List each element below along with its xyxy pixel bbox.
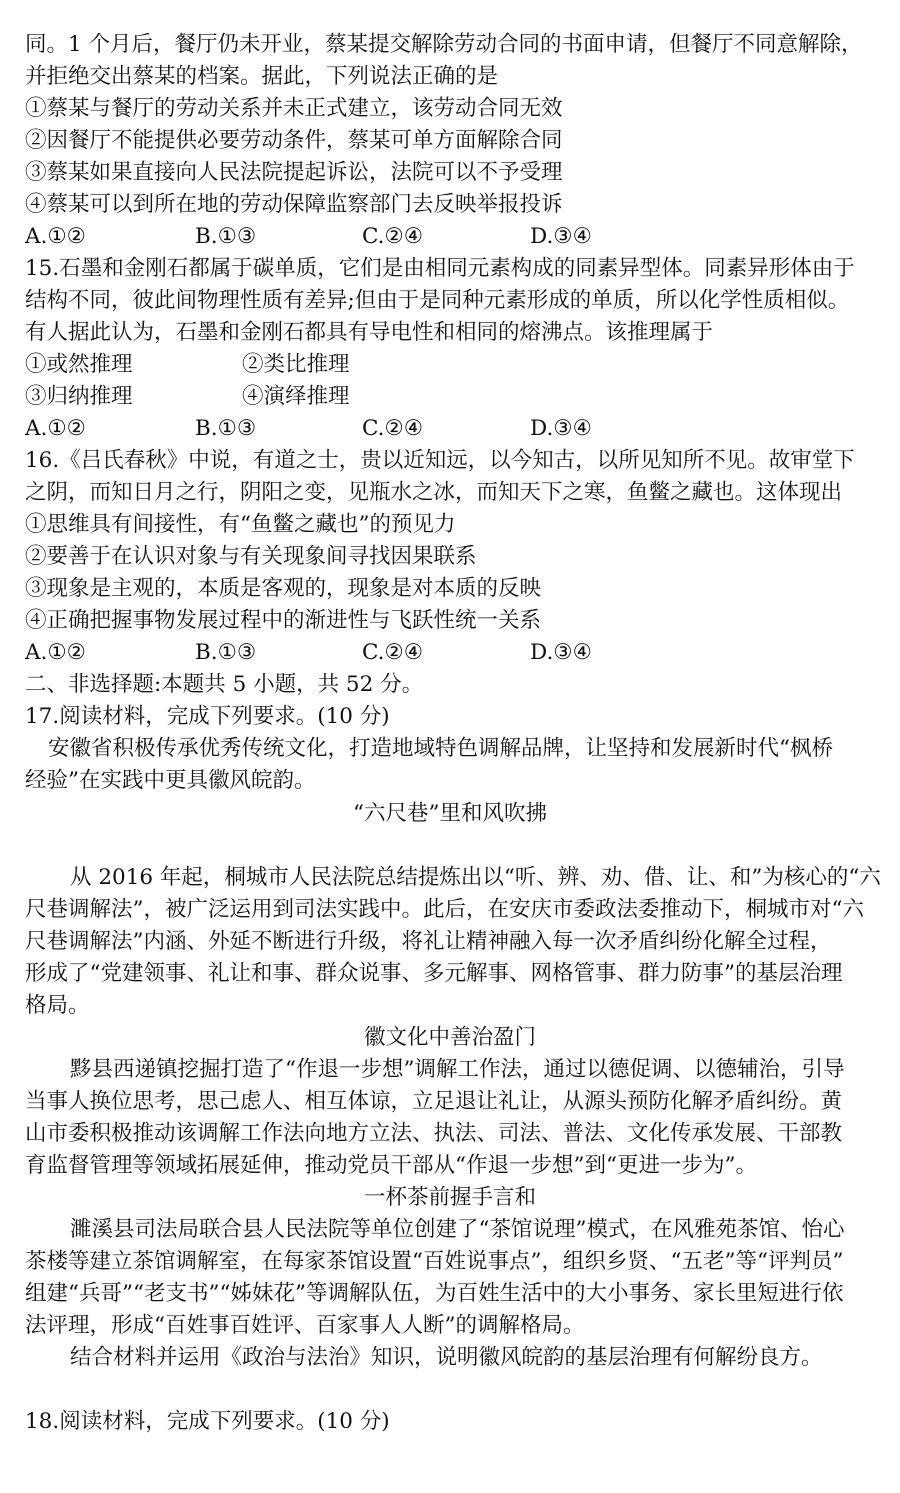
q17-sub2-line-2: 当事人换位思考，思己虑人、相互体谅，立足退让礼让，从源头预防化解矛盾纠纷。黄 [25,1089,843,1114]
q17-sub3-line-1: 濉溪县司法局联合县人民法院等单位创建了“茶馆说理”模式，在风雅苑茶馆、怡心 [70,1217,845,1242]
q17-sub1-line-2: 尺巷调解法”，被广泛运用到司法实践中。此后，在安庆市委政法委推动下，桐城市对“六 [25,897,864,922]
q17-sub3-line-3: 组建“兵哥”“老支书”“姊妹花”等调解队伍，为百姓生活中的大小事务、家长里短进行依 [25,1281,844,1306]
q14-item-2: ②因餐厅不能提供必要劳动条件，蔡某可单方面解除合同 [25,128,563,153]
q15-options [25,413,885,445]
q14-line-2: 并拒绝交出蔡某的档案。据此，下列说法正确的是 [25,64,499,89]
q14-option-b: B.①③ [195,224,257,249]
q18-heading: 18.阅读材料，完成下列要求。(10 分) [25,1409,390,1434]
q14-option-d: D.③④ [530,224,592,249]
q15-item-1: ①或然推理 [25,352,133,377]
q16-item-3: ③现象是主观的，本质是客观的，现象是对本质的反映 [25,576,542,601]
q15-items-row-1 [25,349,885,381]
q17-intro-line-1: 安徽省积极传承优秀传统文化，打造地域特色调解品牌，让坚持和发展新时代“枫桥 [48,736,833,761]
q16-options [25,637,885,669]
q15-option-d: D.③④ [530,416,592,441]
q15-option-b: B.①③ [195,416,257,441]
q17-sub1-line-3: 尺巷调解法”内涵、外延不断进行升级，将礼让精神融入每一次矛盾纠纷化解全过程， [25,929,832,954]
q17-subtitle-1: “六尺巷”里和风吹拂 [353,801,547,826]
q16-option-c: C.②④ [362,640,424,665]
q15-item-2: ②类比推理 [242,352,350,377]
q16-option-d: D.③④ [530,640,592,665]
q14-item-1: ①蔡某与餐厅的劳动关系并未正式建立，该劳动合同无效 [25,96,563,121]
q16-option-b: B.①③ [195,640,257,665]
q16-line-2: 之阴，而知日月之行，阴阳之变，见瓶水之冰，而知天下之寒，鱼鳖之藏也。这体现出 [25,480,843,505]
q17-subtitle-3: 一杯茶前握手言和 [363,1185,536,1210]
q14-option-a: A.①② [25,224,86,249]
q17-question: 结合材料并运用《政治与法治》知识，说明徽风皖韵的基层治理有何解纷良方。 [70,1345,823,1370]
q15-option-c: C.②④ [362,416,424,441]
q15-line-2: 结构不同，彼此间物理性质有差异;但由于是同种元素形成的单质，所以化学性质相似。 [25,288,850,313]
q16-item-4: ④正确把握事物发展过程中的渐进性与飞跃性统一关系 [25,608,542,633]
q17-sub1-line-1: 从 2016 年起，桐城市人民法院总结提炼出以“听、辨、劝、借、让、和”为核心的“六 [70,865,881,890]
q15-line-3: 有人据此认为，石墨和金刚石都具有导电性和相同的熔沸点。该推理属于 [25,320,714,345]
q15-item-3: ③归纳推理 [25,384,133,409]
q14-item-4: ④蔡某可以到所在地的劳动保障监察部门去反映举报投诉 [25,192,563,217]
q17-intro-line-2: 经验”在实践中更具徽风皖韵。 [25,768,316,793]
q16-item-2: ②要善于在认识对象与有关现象间寻找因果联系 [25,544,477,569]
q17-subtitle-2: 徽文化中善治盈门 [363,1025,536,1050]
q16-line-1: 16.《吕氏春秋》中说，有道之士，贵以近知远，以今知古，以所见知所不见。故审堂下 [25,448,855,473]
q17-heading: 17.阅读材料，完成下列要求。(10 分) [25,704,390,729]
q17-sub3-line-4: 法评理，形成“百姓事百姓评、百家事人人断”的调解格局。 [25,1313,585,1338]
q15-line-1: 15.石墨和金刚石都属于碳单质，它们是由相同元素构成的同素异型体。同素异形体由于 [25,256,855,281]
q14-option-c: C.②④ [362,224,424,249]
q15-option-a: A.①② [25,416,86,441]
q15-item-4: ④演绎推理 [242,384,350,409]
q17-sub1-line-4: 形成了“党建领事、礼让和事、群众说事、多元解事、网格管事、群力防事”的基层治理 [25,961,843,986]
q14-item-3: ③蔡某如果直接向人民法院提起诉讼，法院可以不予受理 [25,160,563,185]
q17-sub1-line-5: 格局。 [25,993,90,1018]
q15-items-row-2 [25,381,885,413]
q14-line-1: 同。1 个月后，餐厅仍未开业，蔡某提交解除劳动合同的书面申请，但餐厅不同意解除， [25,32,863,57]
q17-sub2-line-3: 山市委积极推动该调解工作法向地方立法、执法、司法、普法、文化传承发展、干部教 [25,1121,843,1146]
q17-sub2-line-4: 育监督管理等领域拓展延伸，推动党员干部从“作退一步想”到“更进一步为”。 [25,1153,757,1178]
q17-sub3-line-2: 茶楼等建立茶馆调解室，在每家茶馆设置“百姓说事点”，组织乡贤、“五老”等“评判员” [25,1249,844,1274]
q16-option-a: A.①② [25,640,86,665]
q14-options [25,221,885,253]
q16-item-1: ①思维具有间接性，有“鱼鳖之藏也”的预见力 [25,512,456,537]
section-2-heading: 二、非选择题:本题共 5 小题，共 52 分。 [25,672,424,697]
q17-sub2-line-1: 黟县西递镇挖掘打造了“作退一步想”调解工作法，通过以德促调、以德辅治，引导 [70,1057,845,1082]
